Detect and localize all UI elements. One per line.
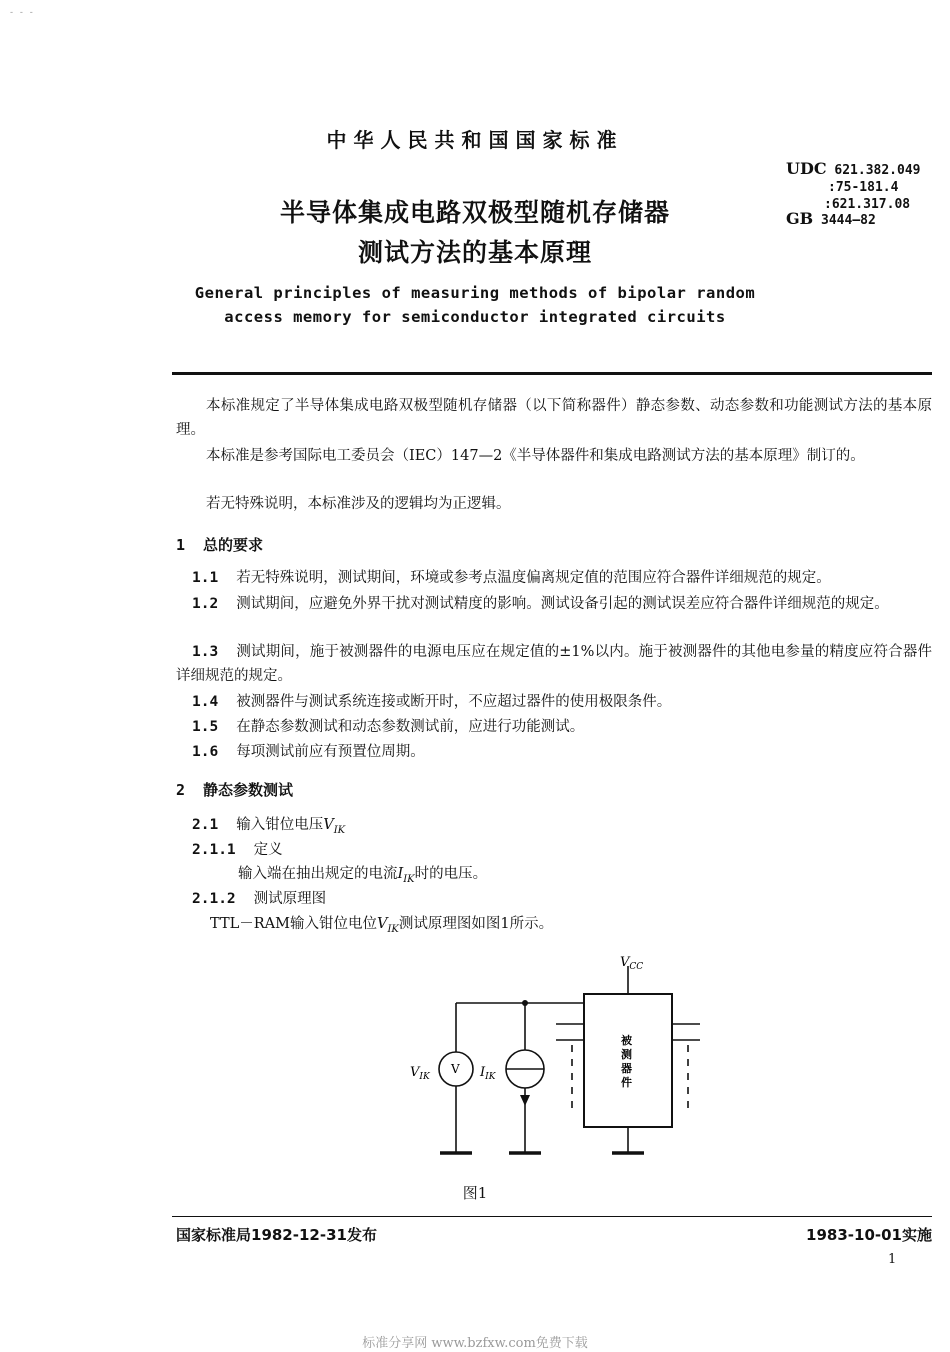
clause-number: 1.5 <box>192 719 219 735</box>
text-fragment: 测试原理图如图1所示。 <box>398 916 554 932</box>
clause-number: 2.1.1 <box>192 842 236 858</box>
figure-caption: 图1 <box>462 1184 488 1202</box>
junction-dot <box>522 1000 528 1006</box>
intro-paragraph-1: 本标准规定了半导体集成电路双极型随机存储器（以下简称器件）静态参数、动态参数和功能测试方法的基本原理。 <box>176 398 932 438</box>
clause-text: 每项测试前应有预置位周期。 <box>236 744 425 760</box>
dut-label-char: 器 <box>621 1062 632 1075</box>
title-cn-line-2: 测试方法的基本原理 <box>357 238 592 267</box>
symbol-subscript: IK <box>403 873 415 885</box>
clause-title: 定义 <box>253 842 283 858</box>
dut-label-char: 被 <box>621 1034 632 1047</box>
clause-number: 2.1 <box>192 817 219 833</box>
udc-code: :621.317.08 <box>824 197 911 212</box>
vik-label: $V_{IK}$ <box>410 1065 430 1082</box>
text-fragment: 输入端在抽出规定的电流 <box>238 866 398 882</box>
clause-number: 1.1 <box>192 570 219 586</box>
section-title: 静态参数测试 <box>203 781 294 799</box>
text-fragment: 时的电压。 <box>414 866 488 882</box>
title-en-line-1: General principles of measuring methods of bipolar random <box>194 284 756 302</box>
text-fragment: TTL－RAM输入钳位电位 <box>210 916 377 932</box>
clause-title: 测试原理图 <box>253 891 327 907</box>
symbol-subscript: IK <box>333 824 346 836</box>
meter-label: V <box>451 1062 460 1076</box>
dut-label-char: 件 <box>621 1076 632 1089</box>
current-arrow-icon <box>520 1095 530 1106</box>
symbol: I <box>397 866 404 882</box>
gb-label: GB <box>786 209 814 228</box>
clause-number: 1.2 <box>192 596 219 612</box>
dut-label-char: 测 <box>621 1048 632 1061</box>
watermark: 标准分享网 www.bzfxw.com免费下载 <box>362 1336 588 1351</box>
clause-text: 输入钳位电压 <box>236 817 324 833</box>
gb-number: 3444—82 <box>821 213 876 228</box>
intro-paragraph-3: 若无特殊说明，本标准涉及的逻辑均为正逻辑。 <box>206 496 511 512</box>
symbol: V <box>323 817 334 833</box>
section-number: 2 <box>176 781 186 799</box>
udc-code: :75-181.4 <box>828 180 899 195</box>
clause-number: 1.3 <box>192 644 219 660</box>
udc-code: 621.382.049 <box>834 163 921 178</box>
national-standard-heading: 中华人民共和国国家标准 <box>326 128 624 152</box>
clause-text: 被测器件与测试系统连接或断开时，不应超过器件的使用极限条件。 <box>236 694 672 710</box>
clause-text: 在静态参数测试和动态参数测试前，应进行功能测试。 <box>236 719 585 735</box>
clause-text: 若无特殊说明，测试期间，环境或参考点温度偏离规定值的范围应符合器件详细规范的规定。 <box>236 570 831 586</box>
title-en-line-2: access memory for semiconductor integrated circuits <box>224 308 726 326</box>
udc-label: UDC <box>786 159 827 178</box>
effective-date: 1983-10-01实施 <box>806 1226 932 1244</box>
clause-text: 测试期间，应避免外界干扰对测试精度的影响。测试设备引起的测试误差应符合器件详细规范的规定。 <box>236 596 889 612</box>
title-cn-line-1: 半导体集成电路双极型随机存储器 <box>279 198 670 227</box>
section-number: 1 <box>176 536 186 554</box>
clause-number: 1.6 <box>192 744 219 760</box>
symbol-subscript: IK <box>387 923 399 935</box>
scan-mark: - - - <box>10 8 35 18</box>
clause-number: 1.4 <box>192 694 219 710</box>
page-number: 1 <box>888 1252 897 1267</box>
issue-date: 国家标准局1982-12-31发布 <box>176 1226 377 1244</box>
vcc-label: $V_{CC}$ <box>620 955 644 972</box>
section-title: 总的要求 <box>203 536 264 554</box>
iik-label: $I_{IK}$ <box>480 1065 496 1082</box>
clause-number: 2.1.2 <box>192 891 236 907</box>
clause-text: 测试期间，施于被测器件的电源电压应在规定值的±1%以内。施于被测器件的其他电参量的精度应符合器件详细规范的规定。 <box>176 644 932 684</box>
symbol: V <box>376 916 388 932</box>
intro-paragraph-2: 本标准是参考国际电工委员会（IEC）147—2《半导体器件和集成电路测试方法的基本原理》制订的。 <box>206 448 865 464</box>
footer-divider <box>172 1216 932 1217</box>
